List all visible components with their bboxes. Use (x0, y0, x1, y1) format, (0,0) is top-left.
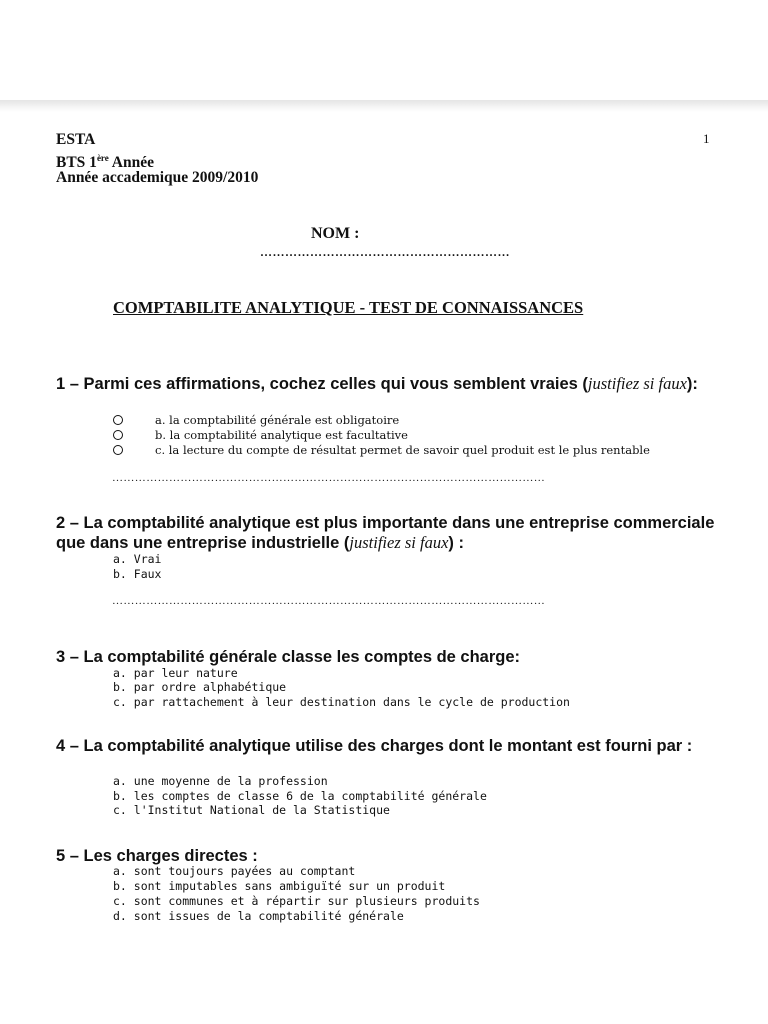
question-1-justify: justifiez si faux (587, 374, 687, 393)
question-1-option-a[interactable] (113, 413, 399, 428)
question-4-option-b: b. les comptes de classe 6 de la comptabilité générale (113, 789, 487, 803)
radio-circle-icon[interactable] (113, 445, 123, 455)
question-1-answer-line: …………………………………………………………………………………………………… (112, 472, 546, 484)
question-2-answer-line: …………………………………………………………………………………………………… (112, 595, 546, 607)
question-3-title: 3 – La comptabilité générale classe les comptes de charge: (56, 648, 521, 666)
page-number: 1 (703, 131, 710, 146)
question-4-option-c: c. l'Institut National de la Statistique (113, 803, 390, 817)
option-label: c. la lecture du compte de résultat permet de savoir quel produit est le plus rentable (155, 443, 650, 457)
question-2-option-a: a. Vrai (113, 552, 162, 566)
radio-circle-icon[interactable] (113, 430, 123, 440)
level-prefix: BTS 1 (56, 154, 97, 172)
document-title: COMPTABILITE ANALYTIQUE - TEST DE CONNAISSANCES (113, 298, 584, 317)
question-5-title: 5 – Les charges directes : (56, 847, 258, 865)
document-page (0, 108, 768, 1024)
question-2-justify: justifiez si faux (349, 533, 449, 552)
level-superscript: ère (96, 153, 109, 163)
option-label: a. la comptabilité générale est obligatoire (155, 413, 400, 427)
level-suffix: Année (108, 154, 154, 172)
question-5-option-a: a. sont toujours payées au comptant (113, 864, 356, 878)
question-4-title: 4 – La comptabilité analytique utilise des charges dont le montant est fourni par : (56, 737, 693, 755)
question-1-title (56, 374, 718, 394)
question-1-option-b[interactable] (113, 428, 408, 443)
question-1-text: 1 – Parmi ces affirmations, cochez celles qui vous semblent vraies ( (56, 375, 588, 393)
school-name: ESTA (56, 131, 96, 148)
question-4-option-a: a. une moyenne de la profession (113, 774, 328, 788)
question-5-option-d: d. sont issues de la comptabilité générale (113, 909, 404, 923)
academic-year: Année accademique 2009/2010 (56, 169, 259, 186)
question-2-end: ) : (448, 534, 464, 552)
option-label: b. la comptabilité analytique est facultative (155, 428, 408, 442)
question-3-option-b: b. par ordre alphabétique (113, 680, 287, 694)
question-5-option-b: b. sont imputables sans ambiguïté sur un produit (113, 879, 446, 893)
radio-circle-icon[interactable] (113, 415, 123, 425)
question-2-option-b: b. Faux (113, 567, 162, 581)
question-1-end: ): (686, 375, 698, 393)
question-5-option-c: c. sont communes et à répartir sur plusieurs produits (113, 894, 480, 908)
viewer-top-band (0, 0, 768, 104)
question-2-title (56, 514, 718, 553)
question-3-option-c: c. par rattachement à leur destination dans le cycle de production (113, 695, 570, 709)
question-3-option-a: a. par leur nature (113, 666, 238, 680)
name-blank-line: …………………………………………………… (260, 245, 510, 259)
question-1-option-c[interactable] (113, 443, 650, 458)
question-2-text: 2 – La comptabilité analytique est plus importante dans une entreprise commerciale que dans une entreprise industrielle ( (56, 514, 715, 552)
name-label: NOM : (311, 225, 360, 242)
